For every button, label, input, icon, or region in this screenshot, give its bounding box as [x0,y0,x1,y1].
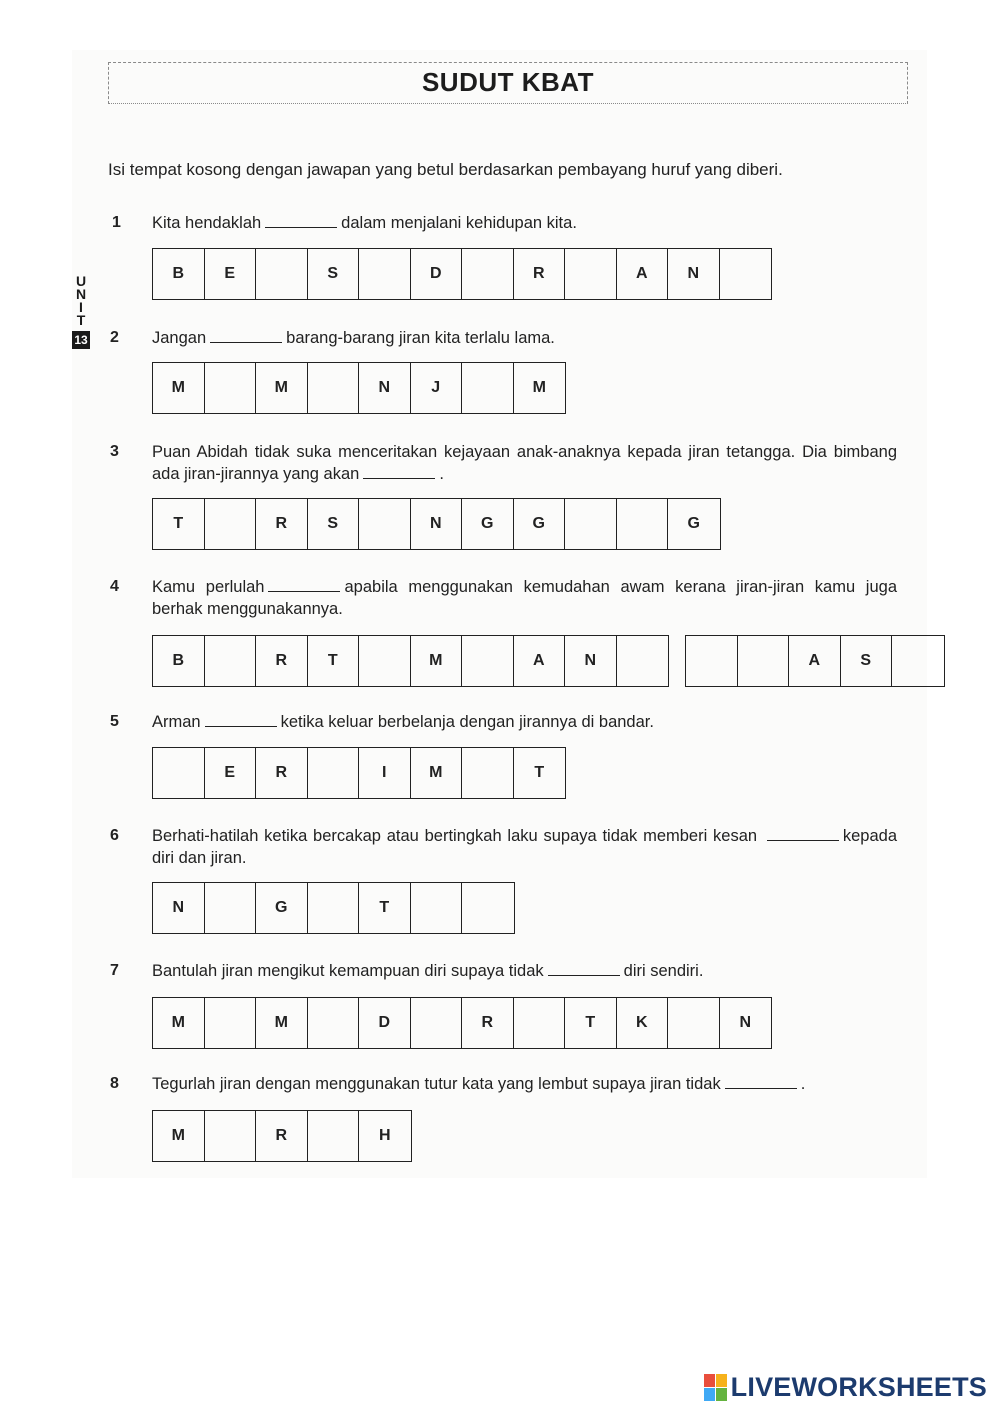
letter-cell-hint: M [532,379,546,396]
letter-cell-empty[interactable] [668,998,720,1048]
unit-letter: T [76,312,86,328]
answer-blank [767,826,839,841]
answer-blank [725,1074,797,1089]
letter-cell-empty[interactable] [205,883,257,933]
letter-cell-hint: T [565,998,617,1048]
letter-cell-hint: T [153,499,205,549]
answer-blank [265,213,337,228]
question-number: 2 [110,329,119,346]
logo-square [704,1374,715,1387]
letter-cell-hint: B [153,249,205,299]
question-number: 4 [110,578,119,595]
letter-cell-hint: N [153,883,205,933]
letter-cell-hint: M [153,1111,205,1161]
question-text-before: Kita hendaklah [152,214,262,232]
letter-cell-empty[interactable] [359,249,411,299]
letter-cell-hint: S [308,249,360,299]
letter-grid [152,362,566,414]
letter-cell-hint: A [514,636,566,686]
letter-cell-empty[interactable] [411,998,463,1048]
answer-blank [268,577,340,592]
letter-cell-empty[interactable] [617,499,669,549]
brand-name: LIVEWORKSHEETS [730,1372,987,1402]
letter-cell-hint: T [534,764,545,781]
letter-cell-empty[interactable] [514,998,566,1048]
letter-cell-hint: E [205,249,257,299]
letter-cell-empty[interactable] [720,249,772,299]
letter-cell-hint: G [256,883,308,933]
letter-grid [152,498,721,550]
question-text-before: Tegurlah jiran dengan menggunakan tutur kata yang lembut supaya jiran tidak [152,1075,721,1093]
letter-cell-hint: J [411,363,463,413]
letter-cell-empty[interactable] [153,748,205,798]
letter-cell-hint: R [256,748,308,798]
letter-cell-empty[interactable] [462,636,514,686]
unit-letter: N [75,286,87,302]
letter-cell-empty[interactable] [205,1111,257,1161]
letter-cell-hint: R [256,499,308,549]
question-text-before: Berhati-hatilah ketika bercakap atau bertingkah laku supaya tidak memberi kesan [152,827,758,845]
question-text-after: barang-barang jiran kita terlalu lama. [286,329,555,347]
letter-cell-hint: K [617,998,669,1048]
letter-cell-empty[interactable] [462,249,514,299]
answer-blank [363,464,435,479]
letter-cell-empty[interactable] [462,363,514,413]
letter-cell-hint: M [153,998,205,1048]
letter-cell-hint: A [617,249,669,299]
letter-grid [152,248,772,300]
letter-cell-empty[interactable] [308,363,360,413]
question-text [152,576,897,620]
letter-cell-empty[interactable] [308,883,360,933]
letter-cell-hint: N [359,363,411,413]
letter-cell-empty[interactable] [462,748,514,798]
question-text-before: Bantulah jiran mengikut kemampuan diri supaya tidak [152,962,544,980]
letter-cell-empty[interactable] [308,998,360,1048]
letter-cell-hint: G [687,515,700,532]
question-text [152,825,897,869]
letter-cell-hint: S [841,636,893,686]
question-text-before: Jangan [152,329,207,347]
question-text [152,960,897,982]
question-text-after: apabila menggunakan kemudahan awam kerana jiran-jiran kamu juga berhak menggunakannya. [152,578,897,618]
letter-cell-hint: D [359,998,411,1048]
letter-cell-hint: M [256,363,308,413]
letter-cell-hint: M [153,363,205,413]
question-text [152,441,897,485]
unit-label [70,275,92,349]
letter-cell-hint: R [256,1111,308,1161]
page-title: SUDUT KBAT [421,67,595,97]
question-number: 1 [112,214,121,231]
question-number: 8 [110,1075,119,1092]
letter-cell-empty[interactable] [205,499,257,549]
letter-cell-empty[interactable] [892,636,944,686]
letter-grid [685,635,945,687]
question-text-after: diri sendiri. [623,962,704,980]
letter-cell-empty[interactable] [738,636,790,686]
letter-cell-hint: A [789,636,841,686]
letter-cell-hint: N [565,636,617,686]
letter-cell-hint: G [462,499,514,549]
question-text-after: dalam menjalani kehidupan kita. [341,214,577,232]
question-text-before: Arman [152,713,201,731]
letter-cell-hint: E [205,748,257,798]
letter-cell-hint: R [514,249,566,299]
question-text-before: Puan Abidah tidak suka menceritakan kejayaan anak-anaknya kepada jiran tetangga. Dia bimbang ada jiran-jirannya yang akan [152,443,897,483]
letter-grid [152,1110,412,1162]
letter-grid [152,747,566,799]
answer-blank [205,712,277,727]
letter-cell-empty[interactable] [205,636,257,686]
logo-square [704,1388,715,1401]
question-text-after: . [439,465,444,483]
letter-cell-empty[interactable] [359,636,411,686]
letter-cell-hint: D [411,249,463,299]
unit-letter: U [75,273,87,289]
question-number: 5 [110,713,119,730]
letter-cell-empty[interactable] [205,363,257,413]
question-text-after: kepada diri dan jiran. [152,827,897,867]
letter-cell-hint: S [308,499,360,549]
letter-cell-hint: N [739,1014,752,1031]
letter-cell-hint: R [256,636,308,686]
question-text [152,327,897,349]
letter-cell-hint: T [308,636,360,686]
question-text-before: Kamu perlulah [152,578,265,596]
letter-cell-hint: T [359,883,411,933]
letter-cell-empty[interactable] [462,883,514,933]
question-text-after: . [800,1075,806,1093]
letter-cell-empty[interactable] [205,998,257,1048]
letter-cell-hint: I [359,748,411,798]
question-text [152,212,897,234]
letter-cell-hint: R [462,998,514,1048]
letter-grid [152,997,772,1049]
liveworksheets-brand [704,1372,987,1403]
letter-cell-empty[interactable] [686,636,738,686]
question-text-after: ketika keluar berbelanja dengan jirannya di bandar. [280,713,654,731]
question-number: 3 [110,443,119,460]
letter-cell-empty[interactable] [308,1111,360,1161]
letter-cell-empty[interactable] [256,249,308,299]
letter-cell-empty[interactable] [359,499,411,549]
letter-grid [152,882,515,934]
answer-blank [210,328,282,343]
logo-square [716,1388,727,1401]
question-number: 6 [110,827,119,844]
letter-cell-empty[interactable] [617,636,669,686]
letter-cell-hint: M [411,636,463,686]
letter-cell-hint: B [153,636,205,686]
answer-blank [548,961,620,976]
letter-cell-empty[interactable] [565,249,617,299]
letter-cell-empty[interactable] [565,499,617,549]
question-text [152,1073,897,1095]
question-number: 7 [110,962,119,979]
unit-letter: I [79,299,83,315]
letter-cell-empty[interactable] [308,748,360,798]
question-text [152,711,897,733]
letter-cell-hint: G [514,499,566,549]
letter-cell-hint: N [668,249,720,299]
title-box [108,62,908,104]
unit-number-badge: 13 [74,333,88,347]
letter-grid [152,635,669,687]
letter-cell-hint: H [378,1127,391,1144]
letter-cell-hint: M [256,998,308,1048]
logo-square [716,1374,727,1387]
liveworksheets-logo-icon [704,1374,727,1401]
letter-cell-hint: N [411,499,463,549]
letter-cell-hint: M [411,748,463,798]
instruction-text: Isi tempat kosong dengan jawapan yang betul berdasarkan pembayang huruf yang diberi. [108,160,783,179]
letter-cell-empty[interactable] [411,883,463,933]
